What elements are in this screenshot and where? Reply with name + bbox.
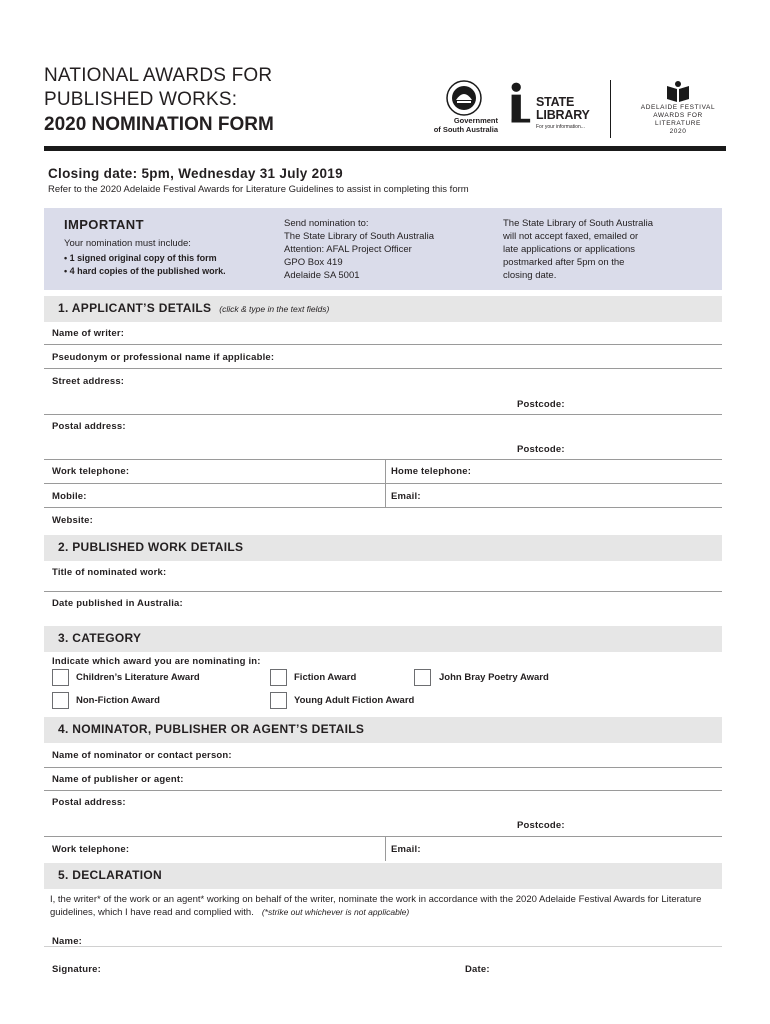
section-title: 4. NOMINATOR, PUBLISHER OR AGENT’S DETAILS [58, 722, 365, 736]
afal-line3: 2020 [669, 128, 687, 135]
notice-line: closing date. [503, 270, 557, 281]
open-book-icon [665, 80, 691, 104]
requirement-item: • 1 signed original copy of this form [64, 253, 217, 263]
send-address [284, 217, 434, 282]
field-label: Work telephone: [52, 466, 130, 477]
state-library-wordmark [536, 96, 590, 122]
section-title: 3. CATEGORY [58, 631, 142, 645]
government-sa-logo [424, 78, 502, 136]
submission-notice [503, 217, 653, 282]
field-label: Name of publisher or agent: [52, 774, 184, 785]
column-divider [385, 837, 386, 861]
section-nominator-header [44, 717, 722, 743]
childrens-literature-checkbox[interactable] [52, 669, 69, 686]
form-title: 2020 NOMINATION FORM [44, 114, 274, 135]
work-telephone-field[interactable] [44, 460, 722, 484]
section-title: 5. DECLARATION [58, 868, 162, 882]
government-seal-icon [446, 80, 482, 116]
postcode-label: Postcode: [517, 820, 565, 831]
name-field[interactable] [44, 946, 722, 947]
checkbox-label: John Bray Poetry Award [439, 672, 549, 683]
requirement-item: • 4 hard copies of the published work. [64, 266, 226, 276]
sl-line2: LIBRARY [536, 108, 590, 122]
section-published-work-header [44, 535, 722, 561]
afal-logo [630, 80, 726, 136]
field-label: Street address: [52, 376, 125, 387]
address-line: Adelaide SA 5001 [284, 270, 360, 281]
name-label: Name: [52, 936, 83, 947]
field-label: Date published in Australia: [52, 598, 183, 609]
field-label: Postal address: [52, 797, 126, 808]
section-title-text: 1. APPLICANT’S DETAILS [58, 301, 212, 315]
guidelines-note: Refer to the 2020 Adelaide Festival Awards for Literature Guidelines to assist in completing this form [48, 184, 469, 195]
notice-line: postmarked after 5pm on the [503, 257, 625, 268]
address-line: Send nomination to: [284, 218, 369, 229]
field-label: Work telephone: [52, 844, 130, 855]
logo-divider [610, 80, 611, 138]
important-heading: IMPORTANT [64, 217, 144, 232]
declaration-body: I, the writer* of the work or an agent* working on behalf of the writer, nominate the work in accordance with the 2020 Adelaide Festival Awards for Literature guidelines, which I have read and complied with. [50, 894, 702, 918]
address-line: Attention: AFAL Project Officer [284, 244, 412, 255]
gov-text-line1: Government [453, 116, 498, 125]
afal-line1: ADELAIDE FESTIVAL [640, 104, 716, 111]
notice-line: The State Library of South Australia [503, 218, 653, 229]
field-label: Mobile: [52, 491, 87, 502]
declaration-text [50, 893, 710, 919]
nominator-name-field[interactable] [44, 743, 722, 768]
field-label: Name of writer: [52, 328, 125, 339]
street-address-field[interactable] [44, 369, 722, 415]
government-logo-text [434, 116, 498, 134]
postcode-label: Postcode: [517, 399, 565, 410]
requirements-intro: Your nomination must include: [64, 238, 191, 249]
title-line-2: PUBLISHED WORKS: [44, 89, 238, 110]
column-divider [385, 460, 386, 508]
field-label: Postal address: [52, 421, 126, 432]
nominator-work-telephone-field[interactable] [44, 837, 722, 861]
sl-tagline: For your information... [536, 124, 585, 130]
state-library-logo [506, 80, 596, 136]
info-i-icon [506, 80, 532, 126]
email-label: Email: [391, 844, 421, 855]
closing-date: Closing date: 5pm, Wednesday 31 July 2019 [48, 166, 343, 181]
address-line: GPO Box 419 [284, 257, 343, 268]
nominator-postal-address-field[interactable] [44, 791, 722, 837]
field-label: Pseudonym or professional name if applicable: [52, 352, 275, 363]
afal-text [630, 104, 726, 136]
postal-address-field[interactable] [44, 415, 722, 460]
notice-line: will not accept faxed, emailed or [503, 231, 639, 242]
section-note: (click & type in the text fields) [219, 304, 330, 314]
non-fiction-checkbox[interactable] [52, 692, 69, 709]
section-applicant-header [44, 296, 722, 322]
writer-name-field[interactable] [44, 322, 722, 345]
address-line: The State Library of South Australia [284, 231, 434, 242]
young-adult-fiction-checkbox[interactable] [270, 692, 287, 709]
fiction-checkbox[interactable] [270, 669, 287, 686]
checkbox-label: Young Adult Fiction Award [294, 695, 415, 706]
date-published-field[interactable] [44, 592, 722, 620]
category-instruction: Indicate which award you are nominating in: [52, 656, 261, 667]
field-label: Website: [52, 515, 94, 526]
title-of-work-field[interactable] [44, 561, 722, 592]
important-box [44, 208, 722, 290]
important-requirements [64, 237, 226, 278]
notice-line: late applications or applications [503, 244, 636, 255]
sl-line1: STATE [536, 95, 575, 109]
section-declaration-header [44, 863, 722, 889]
title-line-1: NATIONAL AWARDS FOR [44, 65, 273, 86]
section-category-header [44, 626, 722, 652]
declaration-note: (*strike out whichever is not applicable) [261, 907, 410, 917]
header-rule [44, 146, 726, 151]
field-label: Name of nominator or contact person: [52, 750, 232, 761]
form-header [44, 64, 726, 154]
checkbox-label: Non-Fiction Award [76, 695, 160, 706]
checkbox-label: Children’s Literature Award [76, 672, 200, 683]
checkbox-label: Fiction Award [294, 672, 357, 683]
home-telephone-label: Home telephone: [391, 466, 472, 477]
publisher-name-field[interactable] [44, 768, 722, 791]
email-label: Email: [391, 491, 421, 502]
mobile-field[interactable] [44, 484, 722, 508]
section-title [58, 301, 329, 315]
john-bray-poetry-checkbox[interactable] [414, 669, 431, 686]
section-title: 2. PUBLISHED WORK DETAILS [58, 540, 244, 554]
date-label: Date: [465, 964, 490, 975]
field-label: Title of nominated work: [52, 567, 167, 578]
pseudonym-field[interactable] [44, 345, 722, 369]
gov-text-line2: of South Australia [433, 125, 498, 134]
signature-label: Signature: [52, 964, 101, 975]
website-field[interactable] [44, 508, 722, 532]
afal-line2: AWARDS FOR LITERATURE [653, 112, 703, 127]
postcode-label: Postcode: [517, 444, 565, 455]
